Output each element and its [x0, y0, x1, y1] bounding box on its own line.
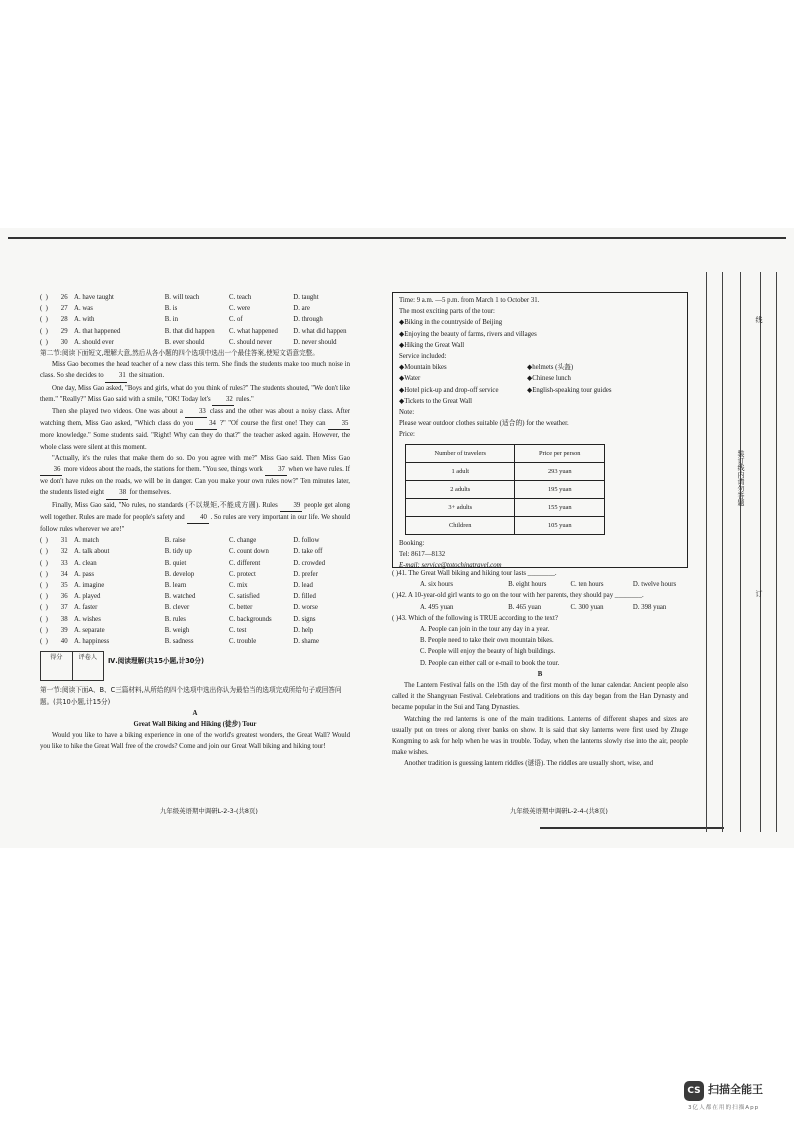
option-a[interactable]: A. played — [74, 593, 101, 601]
section2-instruction: 第二节:阅读下面短文,理解大意,然后从各小题的四个选项中选出一个最佳答案,使短文语意完整。 — [40, 349, 319, 358]
question-number: 38 — [60, 615, 68, 623]
option-d[interactable]: D. through — [293, 316, 323, 324]
price-table — [405, 444, 605, 535]
option-d[interactable]: D. worse — [293, 604, 318, 612]
reading-b-paragraph-2: Watching the red lanterns is one of the main traditions. Lanterns of different shapes and sizes are usually put on trees or along river banks on show. It is said that sky lanterns were first used by Zhuge Kongming to ask for help when he was in trouble. Today, when the lanterns slowly rise into the air, people make wishes. — [392, 715, 688, 757]
question-number: 35 — [60, 582, 68, 590]
right-footer: 九年级英语期中调研L-2-4-(共8页) — [510, 807, 608, 815]
option-c[interactable]: C. test — [229, 626, 247, 634]
option-d[interactable]: D. lead — [293, 582, 313, 590]
price-row — [406, 498, 605, 516]
ad-service-item: ◆Mountain bikes — [399, 364, 447, 372]
question-43 — [392, 613, 688, 669]
option-row-27 — [40, 303, 350, 314]
cloze-paragraph-3 — [40, 406, 350, 453]
option-row-30 — [40, 337, 350, 348]
question-number: 37 — [60, 604, 68, 612]
option-a[interactable]: A. wishes — [74, 615, 101, 623]
cloze-paragraph-4 — [40, 453, 350, 500]
price-cell-travelers: 2 adults — [406, 480, 515, 498]
price-cell-price: 155 yuan — [515, 498, 605, 516]
text: Then she played two videos. One was about a — [52, 408, 183, 416]
answer-bracket[interactable]: ( ) — [40, 626, 48, 634]
q41-stem: ( )41. The Great Wall biking and hiking tour lasts ________. — [392, 570, 557, 577]
question-number: 26 — [60, 294, 68, 301]
price-cell-travelers: 3+ adults — [406, 498, 515, 516]
text: class and the other was about a noisy class. After watching them, Miss Gao asked, "Which class do you — [40, 408, 351, 428]
blank-33[interactable]: 33 — [185, 406, 207, 418]
question-41 — [392, 568, 688, 590]
ad-service-item: ◆helmets (头盔) — [527, 364, 574, 372]
ad-note-title: Note: — [399, 409, 415, 417]
option-row-29 — [40, 326, 350, 337]
price-cell-price: 195 yuan — [515, 480, 605, 498]
reading-a-intro: Would you like to have a biking experience in one of the world's greatest wonders, the Great Wall? Would you like to hike the Great Wall free of the crowds? Come and join our Great Wall biking and hiking tour! — [40, 732, 350, 751]
option-c[interactable]: C. mix — [229, 582, 248, 590]
option-c[interactable]: C. count down — [229, 548, 269, 556]
option-b[interactable]: B. quiet — [164, 559, 187, 567]
option-b[interactable]: B. in — [164, 316, 178, 324]
scanner-watermark — [684, 1075, 784, 1115]
option-a[interactable]: A. with — [74, 316, 95, 324]
question-number: 40 — [60, 638, 68, 646]
text: "Actually, it's the rules that make them do so. Do you agree with me?" Miss Gao said. Then Miss Gao — [52, 454, 350, 462]
answer-bracket[interactable]: ( ) — [40, 537, 48, 545]
question-42 — [392, 590, 688, 612]
option-b[interactable]: B. will teach — [164, 294, 200, 301]
option-b[interactable]: B. is — [164, 305, 178, 313]
q43-option-d[interactable]: D. People can either call or e-mail to book the tour. — [420, 659, 560, 667]
cloze-paragraph-2 — [40, 383, 350, 406]
blank-34[interactable]: 34 — [195, 418, 217, 430]
option-b[interactable]: B. watched — [164, 593, 196, 601]
text: the situation. — [129, 372, 165, 380]
question-number: 29 — [60, 327, 68, 335]
text: people get along well together. Rules are made for people's safety and — [40, 501, 350, 521]
q41-options — [392, 579, 688, 590]
option-b[interactable]: B. raise — [164, 537, 186, 545]
option-a[interactable]: A. that happened — [74, 327, 121, 335]
part1-options — [40, 292, 350, 348]
ad-price-title: Price: — [399, 431, 415, 439]
q42-option-a[interactable]: A. 495 yuan — [420, 603, 454, 611]
option-a[interactable]: A. have taught — [74, 294, 114, 301]
blank-40[interactable]: 40 — [187, 512, 209, 524]
camscanner-logo-icon: CS — [684, 1081, 704, 1101]
answer-bracket[interactable]: ( ) — [40, 582, 48, 590]
question-number: 28 — [60, 316, 68, 324]
price-row — [406, 516, 605, 534]
price-table-header — [406, 444, 605, 462]
text: when we have rules. If we don't have rules on the roads, we will be in danger. Can you make your own rules now?" Ten minutes later, the students listed eight — [40, 466, 351, 497]
option-b[interactable]: B. weigh — [164, 626, 190, 634]
question-number: 34 — [60, 570, 68, 578]
text: for themselves. — [129, 489, 171, 497]
option-a[interactable]: A. imagine — [74, 582, 105, 590]
price-cell-travelers: 1 adult — [406, 462, 515, 480]
option-d[interactable]: D. signs — [293, 615, 316, 623]
option-d[interactable]: D. taught — [293, 294, 319, 301]
option-row-37 — [40, 602, 350, 613]
header-price: Price per person — [515, 444, 605, 462]
ad-service-title: Service included: — [399, 353, 447, 361]
q41-option-d[interactable]: D. twelve hours — [632, 581, 677, 589]
ad-note: Please wear outdoor clothes suitable (适合的) for the weather. — [399, 420, 569, 428]
option-d[interactable]: D. filled — [293, 593, 316, 601]
ad-email: E-mail: service@totochinatravel.com — [399, 562, 502, 570]
reading-a-letter: A — [192, 709, 198, 717]
reading-b-paragraph-1: The Lantern Festival falls on the 15th day of the first month of the lunar calendar. Ancient people also called it the Shangyuan Festival. Celebrations and traditions on this day began from the Han Dynasty and became popular in the Sui and Tang Dynasties. — [392, 682, 688, 712]
option-c[interactable]: C. teach — [229, 294, 252, 301]
option-b[interactable]: B. sadness — [164, 638, 194, 646]
option-c[interactable]: C. satisfied — [229, 593, 260, 601]
answer-bracket[interactable]: ( ) — [40, 294, 48, 301]
blank-35[interactable]: 35 — [328, 418, 350, 430]
blank-36[interactable]: 36 — [40, 464, 62, 476]
option-c[interactable]: C. what happened — [229, 327, 278, 335]
option-a[interactable]: A. pass — [74, 570, 95, 578]
ad-tel: Tel: 8617—8132 — [399, 550, 446, 558]
reading-a-title: Great Wall Biking and Hiking (徒步) Tour — [133, 720, 257, 728]
q41-option-c[interactable]: C. ten hours — [570, 581, 604, 589]
option-d[interactable]: D. shame — [293, 638, 319, 646]
option-b[interactable]: B. learn — [164, 582, 187, 590]
answer-bracket[interactable]: ( ) — [40, 570, 48, 578]
option-a[interactable]: A. clean — [74, 559, 97, 567]
question-number: 32 — [60, 548, 68, 556]
question-number: 30 — [60, 338, 68, 346]
option-row-33 — [40, 558, 350, 569]
option-row-38 — [40, 614, 350, 625]
ad-exciting-item: ◆Hiking the Great Wall — [399, 341, 465, 349]
option-c[interactable]: C. trouble — [229, 638, 257, 646]
option-b[interactable]: B. develop — [164, 570, 195, 578]
question-number: 27 — [60, 305, 68, 313]
price-row — [406, 480, 605, 498]
q43-option-b[interactable]: B. People need to take their own mountain bikes. — [420, 637, 554, 645]
option-c[interactable]: C. were — [229, 305, 251, 313]
answer-bracket[interactable]: ( ) — [40, 305, 48, 313]
cloze-paragraph-5 — [40, 500, 350, 536]
ad-time: Time: 9 a.m. —5 p.m. from March 1 to October 31. — [399, 297, 540, 304]
q43-stem: ( )43. Which of the following is TRUE according to the text? — [392, 614, 558, 622]
option-c[interactable]: C. backgrounds — [229, 615, 272, 623]
binding-line — [722, 272, 723, 832]
option-b[interactable]: B. that did happen — [164, 327, 215, 335]
option-row-31 — [40, 535, 350, 546]
text: more knowledge." Some students said. "Right! Why can they do that?" the teacher asked again. However, the whole class were silent at this moment. — [40, 432, 350, 451]
ad-booking-title: Booking: — [399, 539, 425, 547]
blank-37[interactable]: 37 — [265, 464, 287, 476]
question-number: 36 — [60, 593, 68, 601]
ad-service-item: ◆Hotel pick-up and drop-off service — [399, 386, 499, 394]
answer-bracket[interactable]: ( ) — [40, 593, 48, 601]
answer-bracket[interactable]: ( ) — [40, 638, 48, 646]
q41-option-a[interactable]: A. six hours — [420, 581, 454, 589]
q42-option-b[interactable]: B. 465 yuan — [508, 603, 542, 611]
ad-service-list — [399, 362, 681, 407]
option-c[interactable]: C. of — [229, 316, 243, 324]
answer-bracket[interactable]: ( ) — [40, 327, 48, 335]
right-page — [392, 292, 688, 770]
question-number: 33 — [60, 559, 68, 567]
blank-31[interactable]: 31 — [105, 370, 127, 382]
text: more videos about the roads, the stations for them. "You see, things work — [63, 466, 263, 474]
ad-service-row — [399, 362, 681, 373]
binding-margin-notice: 装订线内请勿答题 — [737, 450, 745, 506]
left-page — [40, 292, 350, 753]
watermark-title: 扫描全能王 — [708, 1083, 763, 1096]
option-d[interactable]: D. prefer — [293, 570, 318, 578]
cloze-paragraph-1 — [40, 359, 350, 382]
ad-exciting-item: ◆Biking in the countryside of Beijing — [399, 319, 503, 327]
option-a[interactable]: A. separate — [74, 626, 105, 634]
reading-b-letter: B — [537, 670, 543, 678]
question-number: 31 — [60, 537, 68, 545]
option-d[interactable]: D. follow — [293, 537, 320, 545]
tour-ad-box — [392, 292, 688, 568]
binding-line — [776, 272, 777, 832]
option-row-36 — [40, 591, 350, 602]
option-d[interactable]: D. what did happen — [293, 327, 347, 335]
ad-service-row — [399, 396, 681, 407]
ad-exciting-list — [399, 317, 681, 351]
top-border-line — [8, 237, 786, 239]
option-a[interactable]: A. should ever — [74, 338, 114, 346]
option-c[interactable]: C. better — [229, 604, 253, 612]
text: rules." — [236, 395, 254, 403]
grader-label: 评卷人 — [78, 654, 98, 662]
q42-stem: ( )42. A 10-year-old girl wants to go on the tour with her parents, they should pay ________. — [392, 592, 644, 600]
price-cell-price: 105 yuan — [515, 516, 605, 534]
ad-service-row — [399, 373, 681, 384]
watermark-subtitle: 3亿人都在用的扫描App — [688, 1105, 760, 1111]
answer-bracket[interactable]: ( ) — [40, 548, 48, 556]
ad-service-row — [399, 385, 681, 396]
answer-bracket[interactable]: ( ) — [40, 316, 48, 324]
price-cell-price: 293 yuan — [515, 462, 605, 480]
q42-option-d[interactable]: D. 398 yuan — [632, 603, 667, 611]
ad-service-item: ◆Tickets to the Great Wall — [399, 397, 473, 405]
blank-38[interactable]: 38 — [106, 487, 128, 499]
option-d[interactable]: D. are — [293, 305, 310, 313]
option-row-34 — [40, 569, 350, 580]
binding-margin-bind-label: 订 — [755, 590, 763, 597]
text: Miss Gao becomes the head teacher of a new class this term. She finds the students make too much noise in class. So she decides to — [40, 361, 350, 380]
binding-line — [706, 272, 707, 832]
ad-service-item: ◆Water — [399, 375, 421, 383]
left-footer: 九年级英语期中调研L-2-3-(共8页) — [160, 807, 258, 815]
q43-options — [392, 624, 688, 669]
text: ?" "Of course the first one! They can — [219, 420, 326, 428]
option-row-28 — [40, 314, 350, 325]
blank-32[interactable]: 32 — [212, 394, 234, 406]
option-a[interactable]: A. happiness — [74, 638, 110, 646]
option-c[interactable]: C. should never — [229, 338, 272, 346]
answer-bracket[interactable]: ( ) — [40, 338, 48, 346]
option-row-32 — [40, 546, 350, 557]
section4-instruction: 第一节:阅读下面A、B、C三篇材料,从所给的四个选项中选出你认为最恰当的选项完成所给句子或回答问题。(共10小题,计15分) — [40, 686, 342, 706]
ad-exciting-title: The most exciting parts of the tour: — [399, 308, 495, 316]
option-d[interactable]: D. take off — [293, 548, 323, 556]
score-box — [40, 651, 104, 681]
answer-bracket[interactable]: ( ) — [40, 604, 48, 612]
option-a[interactable]: A. faster — [74, 604, 98, 612]
option-d[interactable]: D. crowded — [293, 559, 326, 567]
q42-option-c[interactable]: C. 300 yuan — [570, 603, 604, 611]
option-d[interactable]: D. never should — [293, 338, 337, 346]
option-a[interactable]: A. match — [74, 537, 99, 545]
question-number: 39 — [60, 626, 68, 634]
q41-option-b[interactable]: B. eight hours — [508, 581, 547, 589]
option-b[interactable]: B. ever should — [164, 338, 205, 346]
text: Finally, Miss Gao said, "No rules, no standards (不以规矩,不能成方圆). Rules — [52, 501, 278, 509]
option-d[interactable]: D. help — [293, 626, 314, 634]
reading-b-paragraph-3: Another tradition is guessing lantern riddles (谜语). The riddles are usually short, wise, and — [404, 760, 654, 768]
ad-service-item: ◆Chinese lunch — [527, 375, 571, 383]
binding-line — [740, 272, 741, 832]
score-label: 得分 — [41, 652, 73, 680]
ad-exciting-item: ◆Enjoying the beauty of farms, rivers and villages — [399, 330, 537, 338]
option-c[interactable]: C. different — [229, 559, 261, 567]
option-c[interactable]: C. change — [229, 537, 257, 545]
option-row-40 — [40, 636, 350, 647]
section4-title: Ⅳ.阅读理解(共15小题,计30分) — [108, 657, 204, 666]
q43-option-a[interactable]: A. People can join in the tour any day in a year. — [420, 626, 550, 634]
answer-bracket[interactable]: ( ) — [40, 615, 48, 623]
text: . So rules are very important in our life. We should follow rules wherever we are!" — [40, 513, 350, 534]
q42-options — [392, 602, 688, 613]
option-row-39 — [40, 625, 350, 636]
option-a[interactable]: A. talk about — [74, 548, 110, 556]
option-row-35 — [40, 580, 350, 591]
option-b[interactable]: B. tidy up — [164, 548, 192, 556]
bottom-border-line — [540, 827, 724, 829]
binding-line — [760, 272, 761, 832]
answer-bracket[interactable]: ( ) — [40, 559, 48, 567]
option-c[interactable]: C. protect — [229, 570, 256, 578]
binding-margin-line-label: 线 — [755, 316, 763, 323]
score-row — [40, 647, 350, 681]
header-travelers: Number of travelers — [406, 444, 515, 462]
text: One day, Miss Gao asked, "Boys and girls, what do you think of rules?" The students shouted, "We don't like them." "Really?" Miss Gao said with a smile, "OK! Today let's — [40, 384, 350, 403]
ad-service-item: ◆English-speaking tour guides — [527, 386, 612, 394]
option-row-26 — [40, 292, 350, 303]
blank-39[interactable]: 39 — [280, 500, 302, 512]
option-a[interactable]: A. was — [74, 305, 93, 313]
part2-options — [40, 535, 350, 647]
price-cell-travelers: Children — [406, 516, 515, 534]
option-b[interactable]: B. rules — [164, 615, 186, 623]
option-b[interactable]: B. clever — [164, 604, 190, 612]
price-row — [406, 462, 605, 480]
q43-option-c[interactable]: C. People will enjoy the beauty of high buildings. — [420, 648, 556, 656]
